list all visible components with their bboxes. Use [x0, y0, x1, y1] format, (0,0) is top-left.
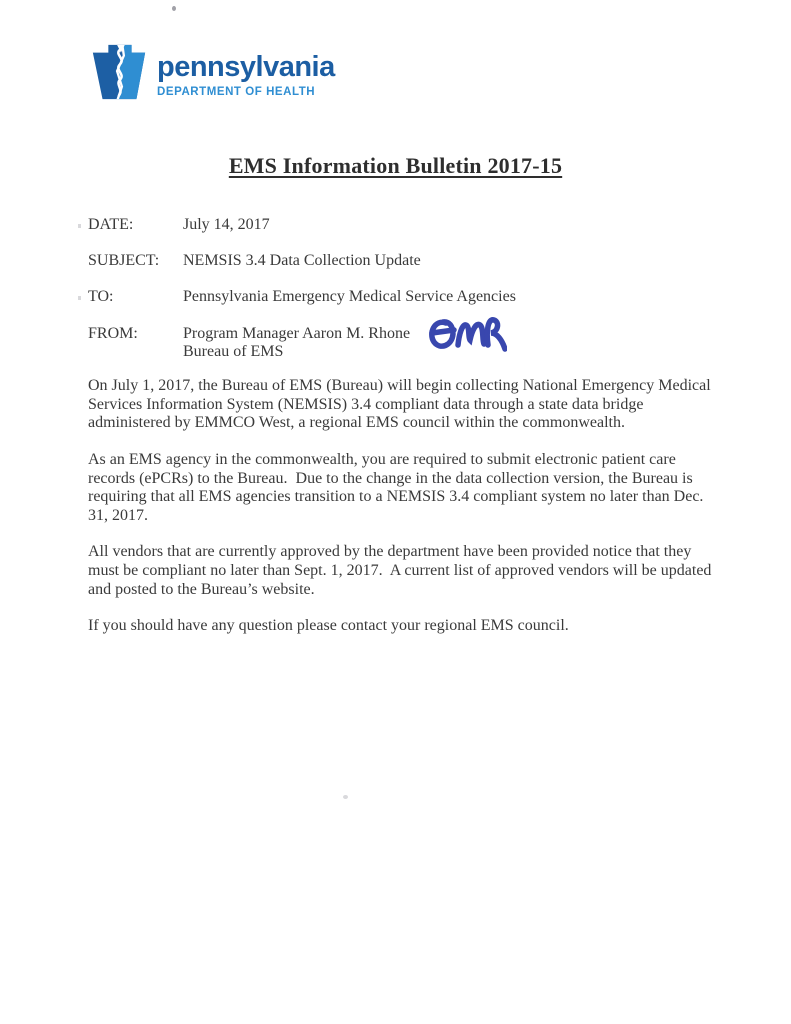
date-value: July 14, 2017: [183, 216, 270, 233]
body-paragraph: If you should have any question please contact your regional EMS council.: [88, 617, 569, 635]
body-paragraph: On July 1, 2017, the Bureau of EMS (Bureau) will begin collecting National Emergency Medical Services Information System (NEMSIS) 3.4 compliant data through a state data bridge administered by EMMCO West, a regional EMS council within the commonwealth.: [88, 377, 715, 432]
from-name: Program Manager Aaron M. Rhone: [183, 324, 411, 342]
from-label: FROM:: [88, 324, 138, 342]
memo-row-to: [88, 288, 718, 307]
scan-speck: [172, 6, 176, 11]
to-label: TO:: [88, 288, 114, 306]
scan-speck: [343, 795, 348, 799]
bulletin-body: [88, 377, 716, 654]
from-org: Bureau of EMS: [183, 343, 284, 361]
subject-label: SUBJECT:: [88, 252, 160, 270]
keystone-caduceus-icon: [88, 42, 150, 104]
logo-wordmark-block: [157, 42, 335, 98]
scan-edge-mark: [78, 296, 81, 300]
to-value: Pennsylvania Emergency Medical Service Agencies: [183, 288, 516, 306]
scan-edge-mark: [78, 224, 81, 228]
memo-row-from: [88, 325, 718, 362]
subject-value: NEMSIS 3.4 Data Collection Update: [183, 252, 421, 270]
logo-subtitle: DEPARTMENT OF HEALTH: [157, 86, 316, 98]
logo-wordmark: pennsylvania: [157, 51, 335, 83]
date-label: DATE:: [88, 216, 134, 233]
pa-doh-logo: [88, 42, 335, 104]
body-paragraph: As an EMS agency in the commonwealth, you are required to submit electronic patient care records (ePCRs) to the Bureau. Due to the change in the data collection version, the Bureau is requiring that all EMS agencies transition to a NEMSIS 3.4 compliant system no later than Dec. 31, 2017.: [88, 450, 708, 524]
memo-row-date: [88, 216, 718, 235]
from-value: [183, 325, 718, 362]
memo-row-subject: [88, 252, 718, 271]
memo-header: [88, 216, 718, 380]
bulletin-title: EMS Information Bulletin 2017-15: [228, 153, 563, 178]
body-paragraph: All vendors that are currently approved by the department have been provided notice that they must be compliant no later than Sept. 1, 2017. A current list of approved vendors will be updated and posted to the Bureau’s website.: [88, 543, 716, 598]
